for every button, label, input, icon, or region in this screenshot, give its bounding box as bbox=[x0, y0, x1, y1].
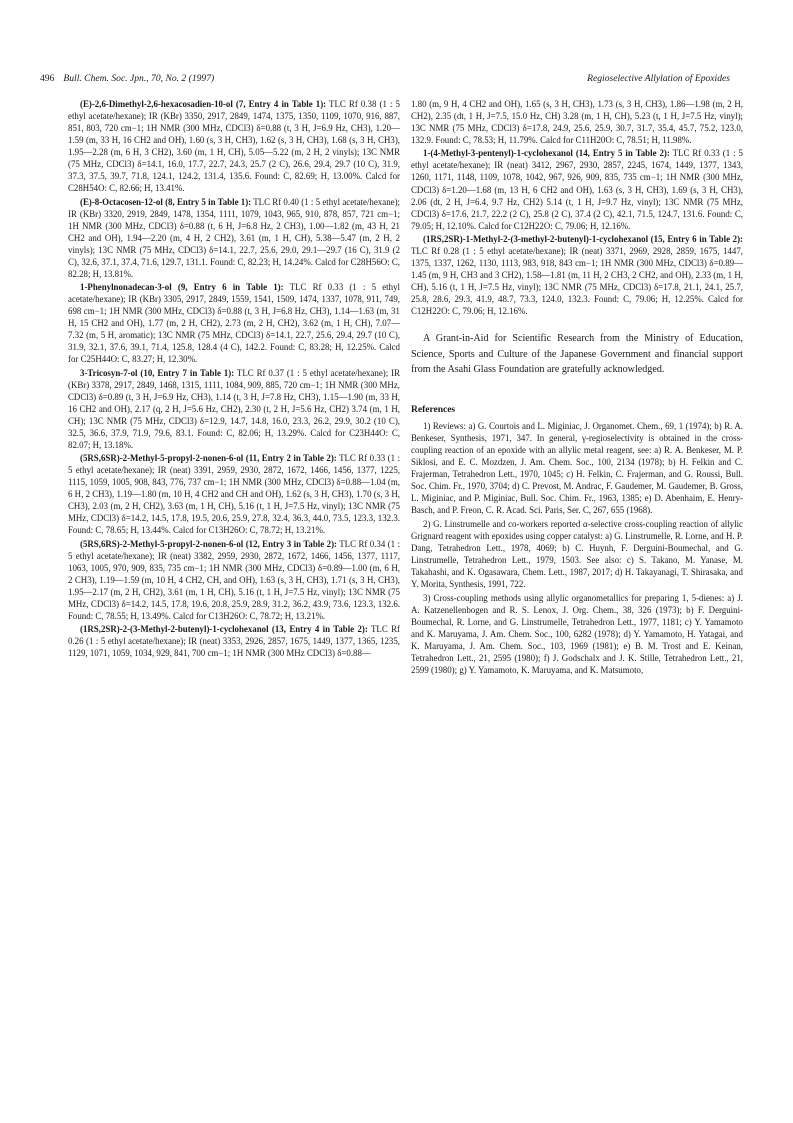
header-left bbox=[40, 72, 214, 86]
compound-data: TLC Rf 0.33 (1 : 5 ethyl acetate/hexane); IR (neat) 3412, 2967, 2930, 2857, 2245, 1674, 1449, 1377, 1343, 1260, 1171, 1148, 1109, 1078, 1042, 967, 926, 909, 835, 735 cm−1; 1H NMR (300 MHz, CDCl3) δ=1.20—1.68 (m, 13 H, 6 CH2 and OH), 1.63 (s, 3 H, CH3), 1.69 (s, 3 H, CH3), 2.06 (dt, 2 H, J=6.4, 9.7 Hz, CH2) 5.14 (t, 1 H, J=9.7 Hz, vinyl); 13C NMR (75 MHz, CDCl3) δ=17.6, 21.7, 22.2 (2 C), 25.8 (2 C), 37.4 (2 C), 42.1, 71.5, 124.7, 131.6. Found: C, 79.05; H, 12.10%. Calcd for C12H22O: C, 79.06; H, 12.16%. bbox=[411, 148, 743, 231]
references-heading: References bbox=[411, 405, 456, 415]
compound-data: TLC Rf 0.34 (1 : 5 ethyl acetate/hexane); IR (neat) 3382, 2959, 2930, 2872, 1672, 1466, 1456, 1377, 1117, 1063, 1005, 970, 909, 835, 735 cm−1; 1H NMR (300 MHz, CDCl3) δ=0.89—1.00 (m, 6 H, 2 CH3), 1.19—1.59 (m, 10 H, 4 CH2, CH, and OH), 1.63 (s, 3 H, CH3), 1.71 (s, 3 H, CH3), 1.95—2.17 (m, 2 H, CH2), 3.61 (m, 1 H, CH), 5.16 (t, 1 H, J=7.5 Hz, vinyl); 13C NMR (75 MHz, CDCl3) δ=14.2, 14.5, 17.8, 19.6, 20.8, 25.9, 28.9, 31.2, 36.2, 43.9, 73.6, 123.3, 132.6. Found: C, 78.55; H, 13.49%. Calcd for C13H26O: C, 78.72; H, 13.21%. bbox=[68, 538, 400, 621]
compound-data: 1.80 (m, 9 H, 4 CH2 and OH), 1.65 (s, 3 H, CH3), 1.73 (s, 3 H, CH3), 1.86—1.98 (m, 2 H, CH2), 2.35 (dt, 1 H, J=7.5, 15.0 Hz, CH) 3.28 (m, 1 H, CH), 5.23 (t, 1 H, J=7.5 Hz, vinyl); 13C NMR (75 MHz, CDCl3) δ=17.8, 24.9, 25.6, 25.9, 30.7, 31.7, 35.4, 45.7, 75.2, 123.0, 132.9. Found: C, 78.53; H, 11.79%. Calcd for C11H20O: C, 78.51; H, 11.98%. bbox=[411, 99, 743, 146]
compound-entry bbox=[68, 98, 400, 194]
compound-entry bbox=[68, 623, 400, 659]
compound-entry bbox=[68, 367, 400, 451]
compound-entry bbox=[68, 538, 400, 622]
reference-item: 2) G. Linstrumelle and co-workers reported α-selective cross-coupling reaction of allylic Grignard reagent with epoxides using copper catalyst: a) G. Linstrumelle, R. Lorne, and H. P. Dang, Tetrahedron Lett., 1978, 4069; b) C. Huynh, F. Derguini-Boumechal, and G. Linstrumelle, Tetrahedron Lett., 1979, 1503. See also: c) S. Takano, M. Yanase, M. Takahashi, and K. Ogasawara, Chem. Lett., 1987, 2017; d) H. Takayanagi, T. Shirasaka, and Y. Morita, Synthesis, 1991, 722. bbox=[411, 518, 743, 590]
compound-entry bbox=[68, 452, 400, 536]
compound-name: 3-Tricosyn-7-ol (10, Entry 7 in Table 1): bbox=[80, 367, 235, 378]
compound-data: TLC Rf 0.28 (1 : 5 ethyl acetate/hexane); IR (neat) 3371, 2969, 2928, 2859, 1675, 1447, 1375, 1337, 1262, 1130, 1113, 983, 918, 843 cm−1; 1H NMR (300 MHz, CDCl3) δ=0.89—1.45 (m, 9 H, CH3 and 3 CH2), 1.58—1.81 (m, 11 H, 2 CH3, 2 CH2, and OH), 2.33 (m, 1 H, CH), 5.16 (t, 1 H, J=7.5 Hz, vinyl); 13C NMR (75 MHz, CDCl3) δ=17.8, 21.1, 24.1, 25.7, 25.8, 28.6, 29.3, 41.9, 48.7, 73.3, 124.0, 132.3. Found: C, 79.06; H, 12.25%. Calcd for C12H22O: C, 79.06; H, 12.16%. bbox=[411, 245, 743, 317]
compound-data: TLC Rf 0.33 (1 : 5 ethyl acetate/hexane); IR (neat) 3391, 2959, 2930, 2872, 1672, 1466, 1456, 1377, 1225, 1115, 1059, 1005, 908, 843, 776, 737 cm−1; 1H NMR (300 MHz, CDCl3) δ=0.88—1.04 (m, 6 H, 2 CH3), 1.19—1.80 (m, 10 H, 4 CH2 and CH and OH), 1.62 (s, 3 H, CH3), 1.70 (s, 3 H, CH3), 2.03 (m, 2 H, CH2), 3.63 (m, 1 H, CH), 5.16 (t, 1 H, J=7.5 Hz, vinyl); 13C NMR (75 MHz, CDCl3) δ=14.2, 14.5, 17.8, 19.5, 20.6, 25.9, 27.8, 32.4, 36.3, 44.0, 73.5, 123.3, 132.3. Found: C, 78.65; H, 13.44%. Calcd for C13H26O: C, 78.72; H, 13.21%. bbox=[68, 453, 400, 536]
running-title: Regioselective Allylation of Epoxides bbox=[587, 73, 730, 84]
compound-name: (5RS,6RS)-2-Methyl-5-propyl-2-nonen-6-ol (12, Entry 3 in Table 2): bbox=[80, 538, 337, 549]
compound-name: (1RS,2SR)-1-Methyl-2-(3-methyl-2-butenyl)-1-cyclohexanol (15, Entry 6 in Table 2): bbox=[423, 233, 743, 244]
compound-data: TLC Rf 0.33 (1 : 5 ethyl acetate/hexane); IR (KBr) 3305, 2917, 2849, 1559, 1541, 1509, 1474, 1337, 1078, 911, 749, 698 cm−1; 1H NMR (300 MHz, CDCl3) δ=0.88 (t, 3 H, J=6.8 Hz, CH3), 1.14—1.63 (m, 31 H, 15 CH2 and OH), 1.77 (m, 2 H, CH2), 2.73 (m, 2 H, CH2), 3.62 (m, 1 H, CH), 7.07—7.32 (m, 5 H, aromatic); 13C NMR (75 MHz, CDCl3) δ=14.1, 22.7, 25.6, 29.4, 29.7 (10 C), 31.9, 32.1, 37.6, 39.1, 71.4, 125.8, 128.4 (4 C), 142.2. Found: C, 83.28; H, 12.25%. Calcd for C25H44O: C, 83.27; H, 12.30%. bbox=[68, 282, 400, 365]
reference-item: 3) Cross-coupling methods using allylic organometallics for preparing 1, 5-dienes: a) J. A. Katzenellenbogen and R. S. Lenox, J. Org. Chem., 38, 326 (1973); b) F. Derguini-Boumechal, R. Lorne, and G. Linstrumelle, Tetrahedron Lett., 1977, 1181; c) Y. Yamamoto and K. Maruyama, J. Am. Chem. Soc., 100, 6282 (1978); d) Y. Yamamoto, H. Yatagai, and K. Maruyama, J. Am. Chem. Soc., 103, 1969 (1981); e) B. M. Trost and E. Keinan, Tetrahedron Lett., 21, 2595 (1980); f) J. Godschalx and J. K. Stille, Tetrahedron Lett., 21, 2599 (1980); g) Y. Yamamoto, K. Maruyama, and K. Matsumoto, bbox=[411, 592, 743, 676]
compound-data: TLC Rf 0.26 (1 : 5 ethyl acetate/hexane); IR (neat) 3353, 2926, 2857, 1675, 1449, 1377, 1365, 1235, 1129, 1071, 1059, 1034, 929, 841, 700 cm−1; 1H NMR (300 MHz CDCl3) δ=0.88— bbox=[68, 624, 400, 659]
page-number: 496 bbox=[40, 73, 55, 84]
compound-name: (E)-2,6-Dimethyl-2,6-hexacosadien-10-ol (7, Entry 4 in Table 1): bbox=[80, 99, 327, 109]
compound-data: TLC Rf 0.38 (1 : 5 ethyl acetate/hexane); IR (KBr) 3350, 2917, 2849, 1474, 1375, 1350, 1109, 1070, 916, 887, 851, 803, 720 cm−1; 1H NMR (300 MHz, CDCl3) δ=0.88 (t, 3 H, J=6.9 Hz, CH3), 1.20—1.59 (m, 33 H, 16 CH2 and OH), 1.60 (s, 3 H, CH3), 1.62 (s, 3 H, CH3), 1.68 (s, 3 H, CH3), 1.95—2.28 (m, 6 H, 3 CH2), 3.60 (m, 1 H, CH), 5.05—5.22 (m, 2 H, 2 vinyls); 13C NMR (75 MHz, CDCl3) δ=14.1, 16.0, 17.7, 22.7, 24.3, 25.7 (2 C), 26.6, 29.4, 29.7 (10 C), 31.9, 37.3, 37.5, 39.7, 71.8, 124.1, 124.2, 131.4, 135.6. Found: C, 82.69; H, 13.00%. Calcd for C28H54O: C, 82.66; H, 13.41%. bbox=[68, 99, 400, 194]
compound-data: TLC Rf 0.40 (1 : 5 ethyl acetate/hexane); IR (KBr) 3320, 2919, 2849, 1478, 1354, 1111, 1079, 1043, 965, 910, 878, 857, 721 cm−1; 1H NMR (300 MHz, CDCl3) δ=0.88 (t, 6 H, J=6.8 Hz, 2 CH3), 1.00—1.82 (m, 43 H, 21 CH2 and OH), 1.94—2.20 (m, 4 H, 2 CH2), 3.61 (m, 1 H, CH), 5.38—5.47 (m, 2 H, 2 vinyls); 13C NMR (75 MHz, CDCl3) δ=14.1, 22.7, 25.6, 29.0, 29.1—29.7 (16 C), 31.9 (2 C), 32.6, 37.1, 37.4, 71.6, 129.7, 131.1. Found: C, 82.23; H, 14.24%. Calcd for C28H56O: C, 82.28; H, 13.81%. bbox=[68, 196, 400, 279]
right-column bbox=[411, 98, 743, 678]
running-header bbox=[40, 72, 730, 86]
compound-entry bbox=[411, 233, 743, 317]
acknowledgment: A Grant-in-Aid for Scientific Research from the Ministry of Education, Science, Sports and Culture of the Japanese Government and financial support from the Asahi Glass Foundation are gratefully acknowledged. bbox=[411, 333, 743, 376]
left-column bbox=[68, 98, 400, 660]
compound-entry bbox=[68, 196, 400, 280]
reference-item: 1) Reviews: a) G. Courtois and L. Miginiac, J. Organomet. Chem., 69, 1 (1974); b) R. A. Benkeser, Synthesis, 1971, 347. In general, γ-regioselectivity is obtained in the cross-coupling reaction of an epoxide with an allylic metal reagent, see: a) R. A. Benkeser, M. P. Siklosi, and E. C. Mozdzen, J. Am. Chem. Soc., 100, 2134 (1978); b) H. Felkin and C. Frajerman, Tetrahedron Lett., 1970, 1045; c) H. Felkin, C. Frajerman, and G. Roussi, Bull. Soc. Chim. Fr., 1970, 3704; d) C. Prevost, M. Andrac, F. Gaudemer, M. Gaudemer, B. Gross, L. Miginiac, and P. Miginiac, Bull. Soc. Chim. Fr., 1963, 1385; e) D. Abenhaim, E. Henry-Basch, and P. Freon, C. R. Acad. Sci. Paris, Ser. C, 267, 655 (1968). bbox=[411, 421, 743, 516]
compound-data: TLC Rf 0.37 (1 : 5 ethyl acetate/hexane); IR (KBr) 3378, 2917, 2849, 1468, 1315, 1111, 1084, 909, 885, 720 cm−1; 1H NMR (300 MHz, CDCl3) δ=0.89 (t, 3 H, J=6.9 Hz, CH3), 1.14 (t, 3 H, J=7.8 Hz, CH3), 1.15—1.90 (m, 33 H, 16 CH2 and OH), 2.17 (q, 2 H, J=5.6 Hz, CH2), 2.30 (t, 2 H, J=5.6 Hz, CH2) 3.74 (m, 1 H, CH); 13C NMR (75 MHz, CDCl3) δ=12.9, 14.7, 14.8, 16.0, 23.3, 26.2, 29.9, 30.2 (10 C), 32.5, 36.6, 37.9, 71.9, 79.6, 83.1. Found: C, 82.06; H, 13.29%. Calcd for C23H44O: C, 82.07; H, 13.18%. bbox=[68, 367, 400, 450]
compound-name: (E)-8-Octacosen-12-ol (8, Entry 5 in Table 1): bbox=[80, 196, 252, 207]
journal-citation: Bull. Chem. Soc. Jpn., 70, No. 2 (1997) bbox=[63, 73, 215, 84]
compound-entry bbox=[68, 281, 400, 365]
compound-name: 1-Phenylnonadecan-3-ol (9, Entry 6 in Table 1): bbox=[80, 282, 284, 293]
compound-entry bbox=[411, 147, 743, 231]
compound-name: (1RS,2SR)-2-(3-Methyl-2-butenyl)-1-cyclohexanol (13, Entry 4 in Table 2): bbox=[80, 624, 368, 635]
compound-entry-continued bbox=[411, 98, 743, 146]
compound-name: 1-(4-Methyl-3-pentenyl)-1-cyclohexanol (14, Entry 5 in Table 2): bbox=[423, 148, 670, 159]
compound-name: (5RS,6SR)-2-Methyl-5-propyl-2-nonen-6-ol (11, Entry 2 in Table 2): bbox=[80, 453, 337, 464]
